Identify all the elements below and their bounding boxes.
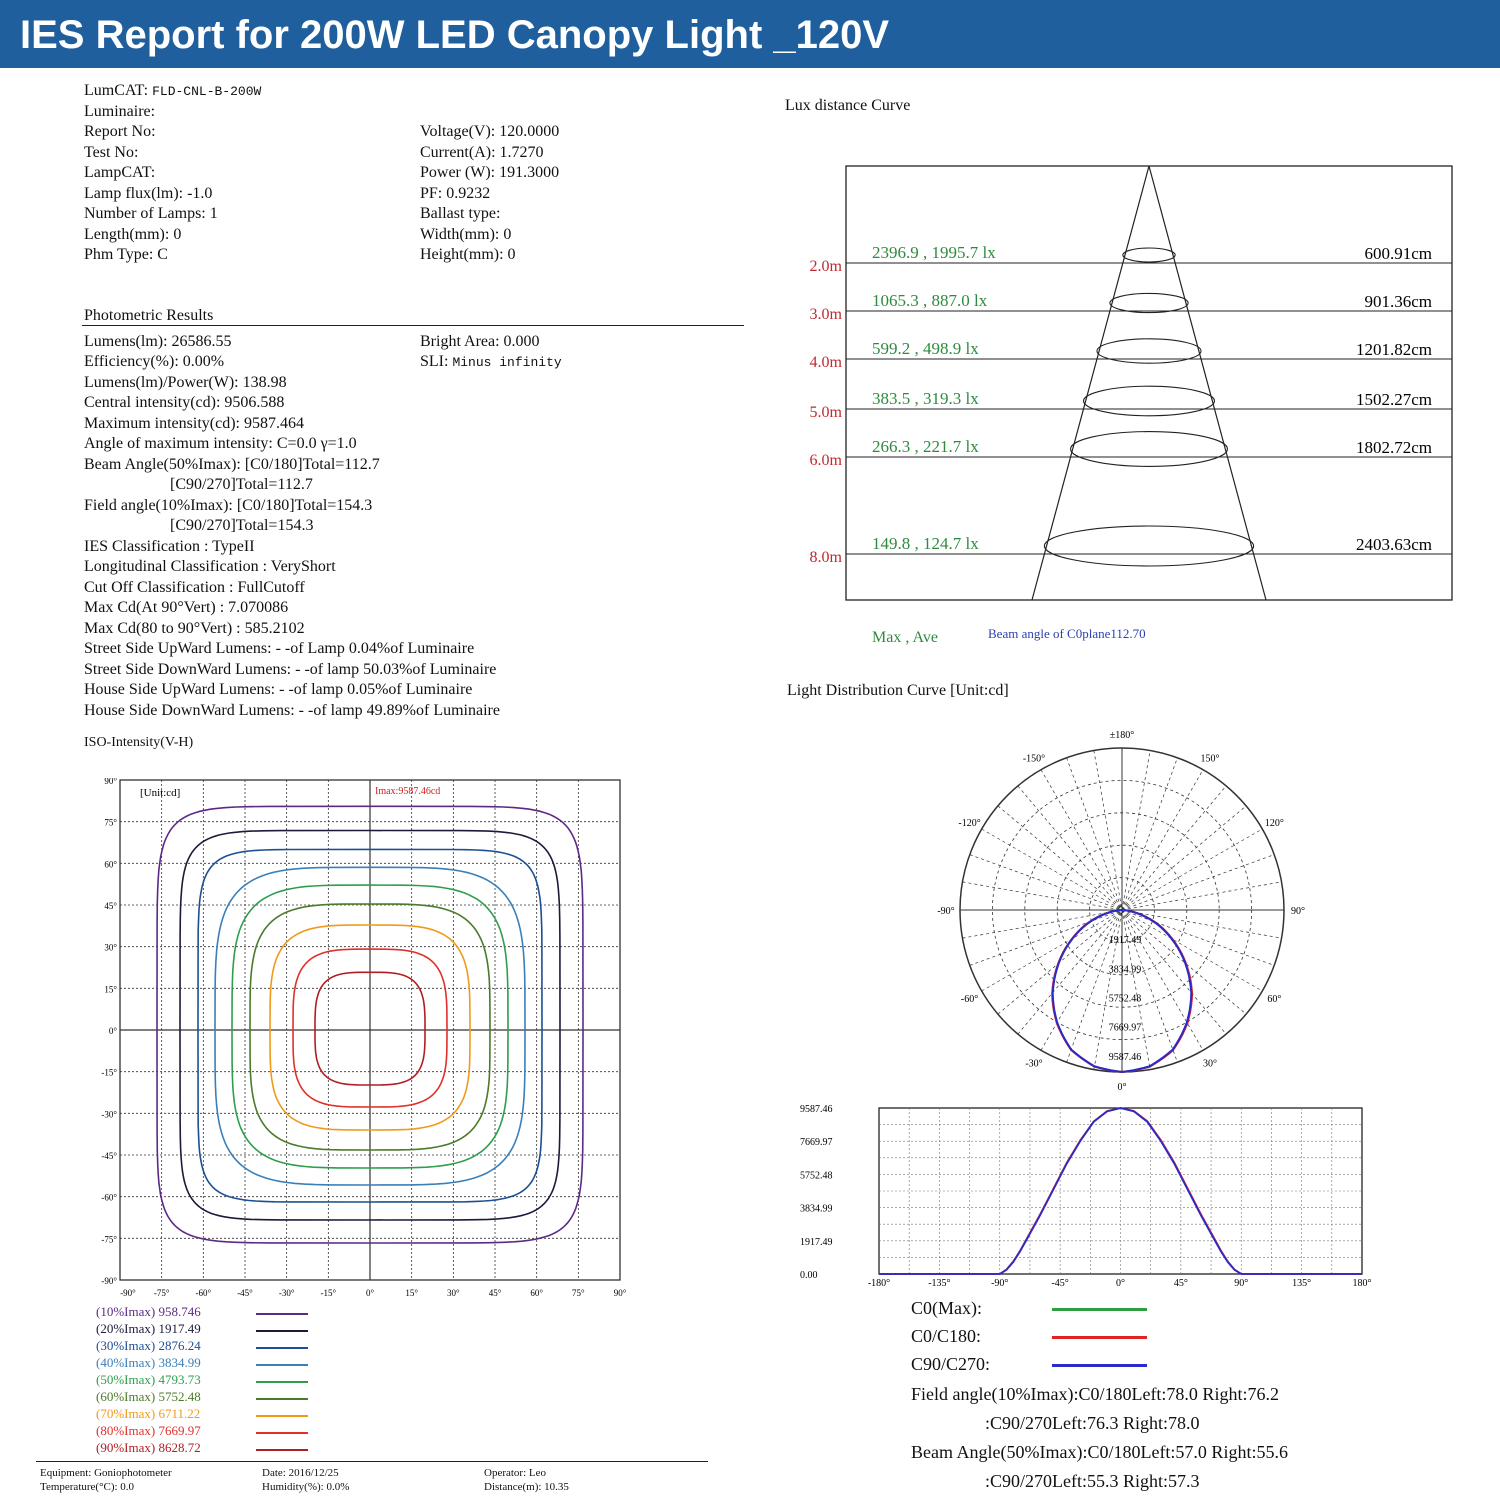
page-title: IES Report for 200W LED Canopy Light _120V [20,13,890,57]
lux-value-label: 383.5 , 319.3 lx [872,389,979,408]
longitudinal-classification: Longitudinal Classification : VeryShort [84,558,336,575]
iso-x-tick-label: -45° [237,1288,253,1298]
footer-operator: Operator: Leo [484,1467,546,1479]
iso-unit-label: [Unit:cd] [140,787,181,799]
luminaire-label: Luminaire: [84,103,156,120]
lux-value-label: 1065.3 , 887.0 lx [872,291,988,310]
lumens-per-power: Lumens(lm)/Power(W): 138.98 [84,374,287,391]
lux-beam-ellipse [1110,293,1188,312]
beam-angle: Beam Angle(50%Imax): [C0/180]Total=112.7 [84,456,380,473]
cart-legend-swatch [1052,1364,1147,1367]
cart-legend-swatch [1052,1336,1147,1339]
iso-y-tick-label: 75° [104,817,117,828]
cartesian-grid [879,1108,1362,1274]
maximum-intensity: Maximum intensity(cd): 9587.464 [84,415,304,432]
lumcat-row [84,81,261,102]
central-intensity: Central intensity(cd): 9506.588 [84,394,285,411]
lux-value-label: 149.8 , 124.7 lx [872,534,979,553]
cart-x-tick-label: -90° [991,1278,1009,1288]
iso-x-tick-label: -60° [195,1288,212,1298]
polar-radial-label: 9587.46 [1108,1051,1142,1063]
iso-y-tick-label: -60° [101,1192,117,1203]
cart-y-tick-label: 0.00 [800,1270,818,1281]
iso-legend-swatch [256,1364,308,1366]
cart-y-tick-label: 1917.49 [800,1236,833,1248]
cart-legend-label: C0(Max): [911,1298,982,1318]
field-angle-c90: [C90/270]Total=154.3 [170,517,314,534]
lumens: Lumens(lm): 26586.55 [84,333,232,350]
iso-legend-label: (10%Imax) 958.746 [96,1304,201,1319]
iso-legend-swatch [256,1313,308,1315]
lux-value-label: 266.3 , 221.7 lx [872,437,979,456]
lux-diameter-label: 1502.27cm [1355,390,1432,409]
iso-legend-label: (50%Imax) 4793.73 [96,1372,201,1387]
polar-distribution-chart [900,722,1340,1092]
cart-x-tick-label: -180° [867,1278,891,1288]
iso-x-tick-label: 30° [447,1288,460,1298]
current: Current(A): 1.7270 [420,144,544,161]
street-side-downward: Street Side DownWard Lumens: - -of lamp 50.03%of Luminaire [84,661,497,678]
iso-y-tick-label: -45° [101,1151,117,1161]
field-angle-c90-summary: :C90/270Left:76.3 Right:78.0 [985,1413,1200,1433]
iso-legend-swatch [256,1449,308,1451]
iso-y-tick-label: 45° [104,901,117,911]
cart-y-tick-label: 3834.99 [800,1203,833,1215]
iso-legend-label: (40%Imax) 3834.99 [96,1355,201,1370]
iso-x-tick-label: -15° [320,1288,337,1298]
efficiency: Efficiency(%): 0.00% [84,353,225,370]
beam-angle-c0-label: Beam angle of C0plane112.70 [988,626,1146,641]
width: Width(mm): 0 [420,226,512,243]
sli-value: Minus infinity [452,355,562,370]
iso-imax-label: Imax:9587.46cd [375,786,441,797]
polar-angle-label: 150° [1200,753,1220,765]
power: Power (W): 191.3000 [420,164,560,181]
polar-angle-label: -60° [960,994,979,1005]
iso-y-tick-label: -15° [101,1067,117,1078]
lux-distance-label: 6.0m [809,452,842,469]
iso-y-tick-label: -75° [101,1234,117,1245]
sli-label: SLI: [420,353,449,370]
lux-distance-chart [780,160,1470,660]
lux-beam-ellipse [1083,386,1214,416]
lux-distance-label: 4.0m [809,354,842,371]
cart-y-tick-label: 9587.46 [800,1104,833,1115]
max-ave-label: Max , Ave [872,629,938,646]
lux-beam-ellipse [1044,526,1253,566]
iso-x-tick-label: -75° [153,1288,170,1298]
height: Height(mm): 0 [420,246,516,263]
polar-angle-label: -90° [937,906,955,917]
cart-y-tick-label: 5752.48 [800,1170,833,1182]
iso-y-tick-label: 30° [104,942,117,953]
iso-intensity-title: ISO-Intensity(V-H) [84,735,194,750]
angle-max-intensity: Angle of maximum intensity: C=0.0 γ=1.0 [84,435,357,452]
beam-angle-c90-summary: :C90/270Left:55.3 Right:57.3 [985,1471,1200,1491]
intensity-cartesian-chart [790,1098,1390,1288]
length: Length(mm): 0 [84,226,182,243]
iso-legend-swatch [256,1381,308,1383]
cone-right-edge [1149,166,1266,600]
iso-y-tick-label: 90° [104,778,117,786]
lux-diameter-label: 600.91cm [1364,244,1432,263]
iso-x-tick-label: 0° [365,1288,375,1298]
iso-legend-swatch [256,1330,308,1332]
footer-humidity: Humidity(%): 0.0% [262,1481,350,1493]
iso-x-tick-label: 90° [613,1288,627,1298]
cart-x-tick-label: -135° [928,1278,951,1288]
cart-x-tick-label: -45° [1051,1278,1069,1288]
lux-distance-label: 8.0m [809,549,842,566]
cart-legend-label: C90/C270: [911,1354,991,1374]
iso-intensity-chart [90,778,650,1308]
footer-distance: Distance(m): 10.35 [484,1481,569,1493]
lampcat: LampCAT: [84,164,156,181]
iso-x-tick-label: 75° [572,1288,585,1298]
bright-area: Bright Area: 0.000 [420,333,540,350]
street-side-upward: Street Side UpWard Lumens: - -of Lamp 0.04%of Luminaire [84,640,475,657]
iso-x-tick-label: 15° [405,1288,418,1298]
iso-legend-swatch [256,1347,308,1349]
lux-diameter-label: 2403.63cm [1355,535,1432,554]
cart-x-tick-label: 180° [1352,1278,1372,1288]
lumcat-value: FLD-CNL-B-200W [152,84,262,99]
lux-diameter-label: 1802.72cm [1355,438,1432,457]
cart-y-tick-label: 7669.97 [800,1137,833,1149]
house-side-downward: House Side DownWard Lumens: - -of lamp 49.89%of Luminaire [84,702,500,719]
iso-legend-swatch [256,1432,308,1434]
iso-legend-label: (80%Imax) 7669.97 [96,1423,201,1438]
polar-radial-label: 3834.99 [1108,964,1142,976]
cutoff-classification: Cut Off Classification : FullCutoff [84,579,305,596]
polar-angle-label: 60° [1267,994,1282,1005]
iso-x-tick-label: 45° [488,1288,502,1298]
lux-diameter-label: 1201.82cm [1355,340,1432,359]
cart-x-tick-label: 135° [1292,1278,1312,1288]
lux-distance-label: 5.0m [809,404,842,421]
cart-legend-swatch [1052,1308,1147,1311]
iso-y-tick-label: -30° [101,1109,117,1120]
polar-radial-label: 5752.48 [1108,993,1142,1005]
iso-x-tick-label: 60° [530,1288,543,1298]
lux-value-label: 2396.9 , 1995.7 lx [872,243,996,262]
sli-row [420,352,562,373]
lux-rows [810,243,1452,566]
lumcat-label: LumCAT: [84,82,149,99]
iso-y-tick-label: 60° [104,859,117,870]
max-cd-90: Max Cd(At 90°Vert) : 7.070086 [84,599,289,616]
beam-angle-c90: [C90/270]Total=112.7 [170,476,313,493]
footer-temperature: Temperature(°C): 0.0 [40,1481,135,1493]
ballast-type: Ballast type: [420,205,501,222]
polar-radial-label: 1917.49 [1108,935,1142,947]
iso-y-tick-label: 0° [108,1026,117,1036]
footer-divider [36,1461,708,1462]
house-side-upward: House Side UpWard Lumens: - -of lamp 0.05%of Luminaire [84,681,473,698]
polar-angle-label: 120° [1264,818,1284,829]
polar-angle-label: -30° [1025,1058,1043,1070]
lux-distance-label: 3.0m [809,306,842,323]
polar-angle-label: -120° [958,818,981,829]
lamp-flux: Lamp flux(lm): -1.0 [84,185,213,202]
iso-legend-label: (30%Imax) 2876.24 [96,1338,201,1353]
iso-grid [120,780,620,1280]
lux-beam-ellipse [1071,432,1228,467]
lux-diameter-label: 901.36cm [1364,292,1432,311]
number-of-lamps: Number of Lamps: 1 [84,205,218,222]
iso-legend-swatch [256,1398,308,1400]
section-divider [82,325,744,326]
max-cd-80-90: Max Cd(80 to 90°Vert) : 585.2102 [84,620,305,637]
polar-angle-label: 30° [1203,1058,1217,1070]
report-no: Report No: [84,123,156,140]
polar-radial-label: 7669.97 [1108,1022,1142,1034]
cone-left-edge [1032,166,1149,600]
polar-angle-label: 90° [1291,906,1305,917]
lux-distance-label: 2.0m [809,258,842,275]
beam-angle-c0-summary: Beam Angle(50%Imax):C0/180Left:57.0 Right:55.6 [911,1442,1288,1462]
lux-beam-ellipse [1123,248,1175,262]
photometric-heading: Photometric Results [84,307,214,324]
iso-legend-label: (90%Imax) 8628.72 [96,1440,201,1455]
iso-x-tick-label: -90° [120,1288,136,1298]
phm-type: Phm Type: C [84,246,168,263]
field-angle-c0-summary: Field angle(10%Imax):C0/180Left:78.0 Right:76.2 [911,1384,1279,1404]
cart-legend-label: C0/C180: [911,1326,982,1346]
footer-equipment: Equipment: Goniophotometer [40,1467,172,1479]
cart-x-tick-label: 0° [1116,1278,1125,1288]
iso-legend-label: (70%Imax) 6711.22 [96,1406,201,1421]
lux-value-label: 599.2 , 498.9 lx [872,339,979,358]
cart-x-tick-label: 90° [1234,1278,1249,1288]
iso-legend-label: (20%Imax) 1917.49 [96,1321,201,1336]
iso-legend-label: (60%Imax) 5752.48 [96,1389,201,1404]
polar-angle-label: ±180° [1109,730,1135,741]
iso-y-tick-label: -90° [101,1276,117,1286]
cart-x-tick-label: 45° [1173,1278,1188,1288]
iso-legend-swatch [256,1415,308,1417]
iso-x-tick-label: -30° [278,1288,295,1298]
polar-angle-label: 0° [1117,1082,1127,1092]
test-no: Test No: [84,144,139,161]
title-banner [0,0,1500,68]
polar-angle-label: -150° [1022,753,1046,765]
polar-title: Light Distribution Curve [Unit:cd] [787,682,1009,699]
iso-y-tick-label: 15° [104,984,117,995]
field-angle: Field angle(10%Imax): [C0/180]Total=154.3 [84,497,373,514]
lux-curve-title: Lux distance Curve [785,97,911,114]
footer-date: Date: 2016/12/25 [262,1467,339,1479]
voltage: Voltage(V): 120.0000 [420,123,560,140]
power-factor: PF: 0.9232 [420,185,491,202]
ies-classification: IES Classification : TypeII [84,538,255,555]
